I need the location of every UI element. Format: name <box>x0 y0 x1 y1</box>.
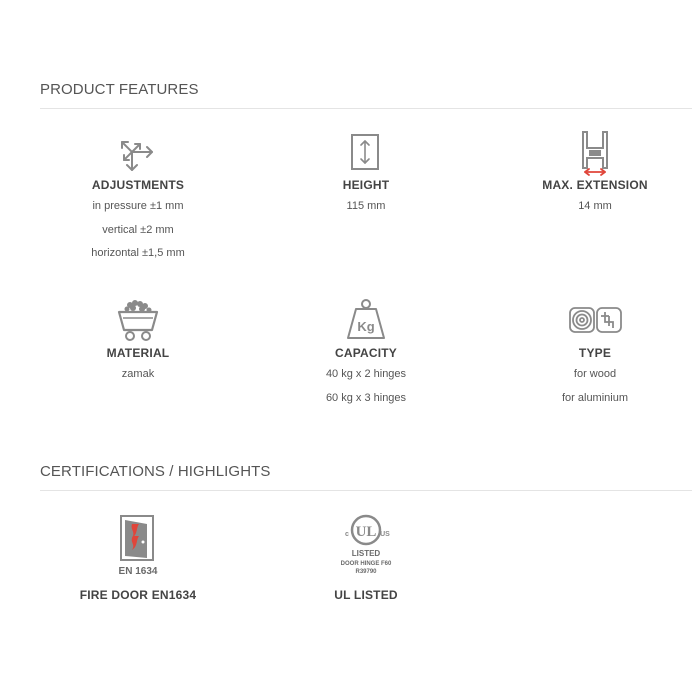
cert-ul-listed <box>256 512 476 602</box>
certifications-title: CERTIFICATIONS / HIGHLIGHTS <box>40 463 271 480</box>
feature-value: horizontal ±1,5 mm <box>91 247 185 259</box>
ul-c-text: c <box>345 531 349 538</box>
feature-material <box>28 296 248 387</box>
section-divider <box>40 108 692 109</box>
feature-value: in pressure ±1 mm <box>92 200 184 212</box>
ul-listed-text: LISTED <box>351 549 381 558</box>
section-divider <box>40 490 692 491</box>
feature-value: 60 kg x 3 hinges <box>325 391 407 404</box>
feature-max-extension <box>485 128 700 219</box>
ul-us-text: US <box>380 531 390 538</box>
product-features-title: PRODUCT FEATURES <box>40 81 199 98</box>
material-cart-icon <box>110 296 166 346</box>
height-icon <box>338 128 394 178</box>
fire-door-icon <box>108 512 168 582</box>
feature-label: MATERIAL <box>106 346 170 360</box>
feature-value: for aluminium <box>561 391 629 404</box>
feature-label: CAPACITY <box>334 346 398 360</box>
adjustment-arrows-icon <box>110 128 166 178</box>
cert-fire-door <box>28 512 248 602</box>
feature-label: ADJUSTMENTS <box>91 178 185 192</box>
cert-label: FIRE DOOR EN1634 <box>79 588 197 602</box>
max-extension-icon <box>567 128 623 178</box>
fire-door-icon-text: EN 1634 <box>118 566 158 577</box>
feature-capacity <box>256 296 476 410</box>
ul-door-hinge-text: DOOR HINGE F60 <box>340 561 392 567</box>
ul-listed-logo <box>326 512 406 582</box>
feature-value: zamak <box>121 368 155 380</box>
weight-icon-text: Kg <box>357 319 375 334</box>
cert-label: UL LISTED <box>334 588 398 602</box>
feature-label: MAX. EXTENSION <box>542 178 648 192</box>
feature-height <box>256 128 476 219</box>
feature-value: for wood <box>573 368 617 380</box>
weight-icon <box>338 296 394 346</box>
feature-adjustments <box>28 128 248 266</box>
wood-aluminium-type-icon <box>567 296 623 346</box>
feature-value: 40 kg x 2 hinges <box>325 368 407 380</box>
feature-value: 14 mm <box>578 200 612 212</box>
feature-label: TYPE <box>578 346 612 360</box>
feature-type <box>485 296 700 410</box>
ul-file-number-text: R39790 <box>355 569 377 575</box>
feature-label: HEIGHT <box>342 178 390 192</box>
feature-value: vertical ±2 mm <box>102 223 174 236</box>
feature-value: 115 mm <box>346 200 386 212</box>
ul-mark-text: UL <box>355 524 377 540</box>
